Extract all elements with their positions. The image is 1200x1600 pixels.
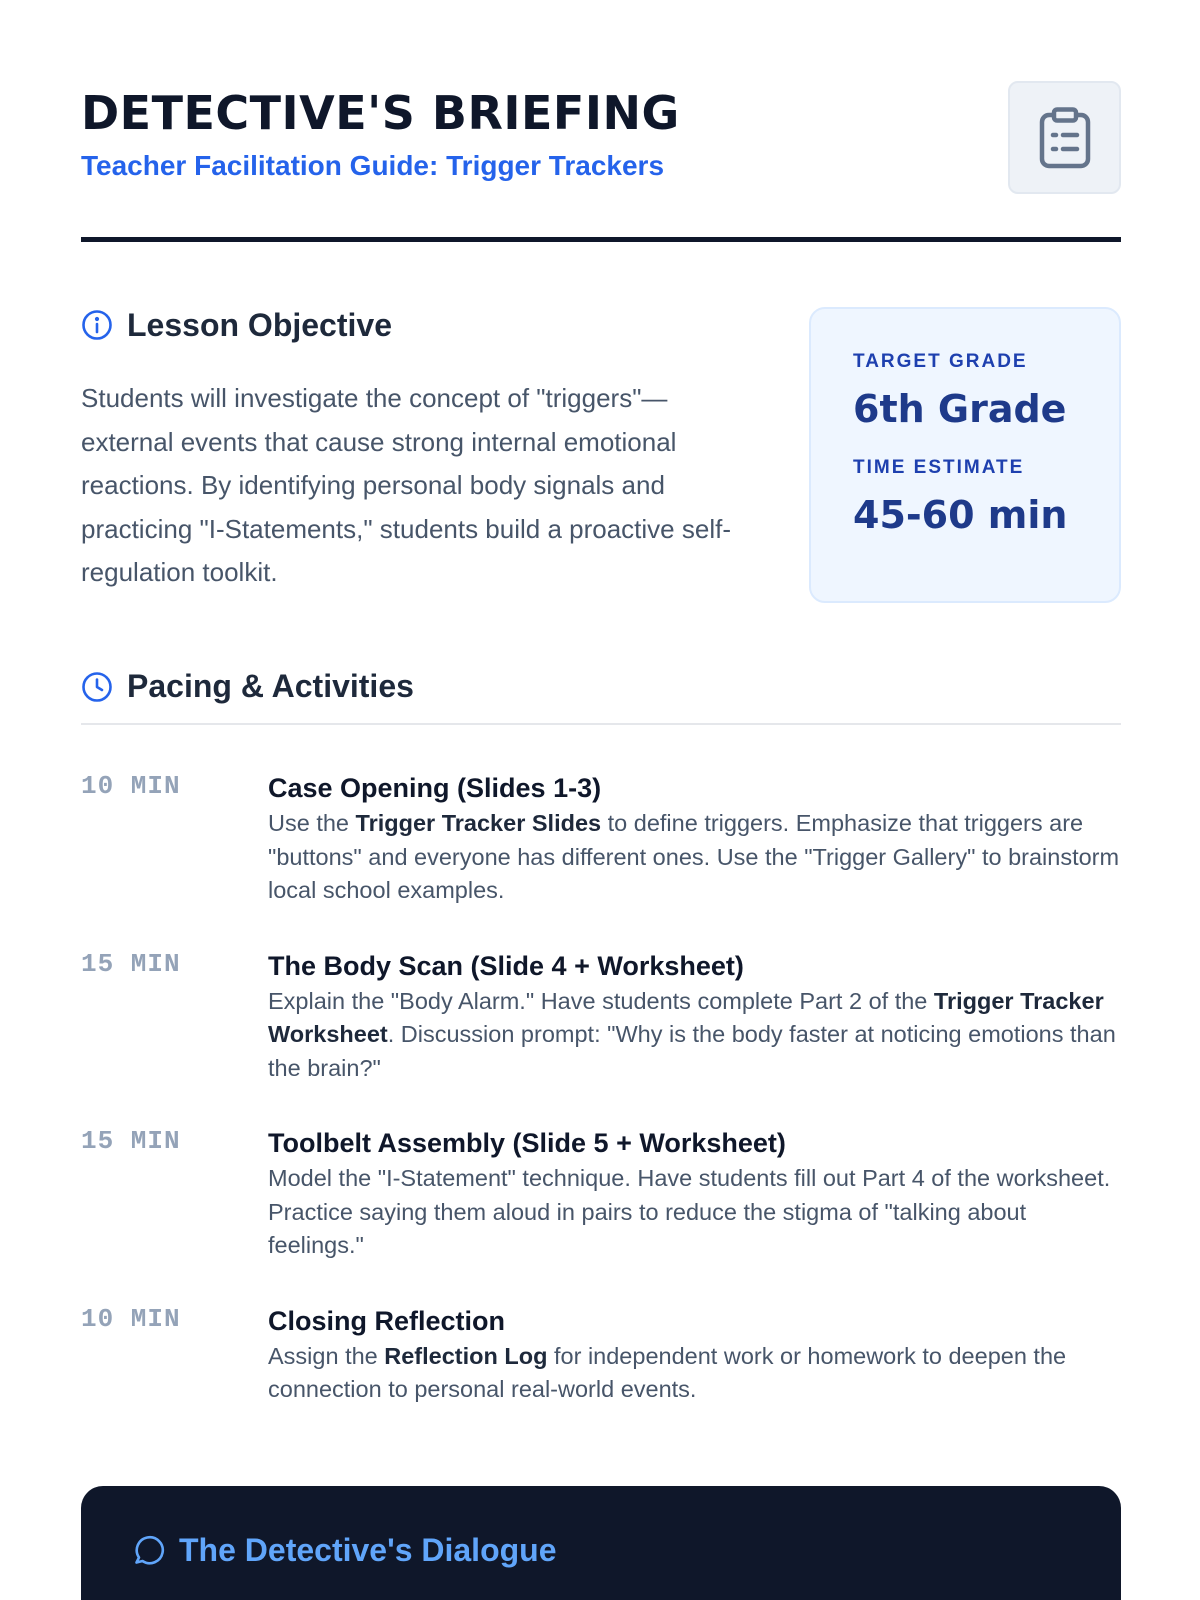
activity-item [81, 949, 1121, 1086]
clipboard-icon-box [1008, 81, 1121, 194]
objective-heading: Lesson Objective [127, 306, 392, 343]
header [81, 0, 1121, 242]
activity-item [81, 771, 1121, 908]
pacing-heading-row [81, 668, 1121, 725]
target-grade-label: TARGET GRADE [853, 351, 1028, 372]
activity-item [81, 1126, 1121, 1263]
pacing-heading: Pacing & Activities [127, 668, 414, 704]
detective-dialogue-panel [81, 1486, 1121, 1600]
activity-body [268, 1304, 1121, 1407]
lesson-objective-section [81, 305, 741, 595]
activity-description: Assign the Reflection Log for independent work or homework to deepen the connection to personal real-world events. [268, 1342, 1067, 1402]
clipboard-icon [1039, 107, 1091, 169]
activity-time: 10 MIN [81, 771, 181, 801]
chat-bubble-icon [133, 1534, 165, 1566]
dialogue-heading-row [133, 1530, 557, 1570]
page-title: DETECTIVE'S BRIEFING [81, 86, 680, 140]
activity-title: Toolbelt Assembly (Slide 5 + Worksheet) [268, 1128, 786, 1158]
activity-time: 15 MIN [81, 948, 181, 979]
activity-title: Case Opening (Slides 1-3) [268, 773, 602, 803]
activity-body [268, 1126, 1121, 1263]
pacing-section [81, 668, 1121, 1407]
dialogue-heading: The Detective's Dialogue [179, 1531, 557, 1568]
activity-time: 15 MIN [81, 1126, 181, 1156]
activity-description: Use the Trigger Tracker Slides to define triggers. Emphasize that triggers are "buttons" and everyone has different ones. Use the "Trigger Gallery" to brainstorm local school examples. [268, 810, 1120, 903]
activity-body [268, 771, 1121, 908]
stats-card [809, 307, 1121, 603]
objective-heading-row [81, 305, 741, 345]
activity-description: Model the "I-Statement" technique. Have students fill out Part 4 of the worksheet. Practice saying them aloud in pairs to reduce the stigma of "talking about feelings." [268, 1165, 1111, 1258]
activity-title: The Body Scan (Slide 4 + Worksheet) [268, 950, 744, 981]
activity-body [268, 949, 1121, 1086]
clock-icon [81, 671, 113, 703]
objective-text: Students will investigate the concept of "triggers"—external events that cause strong internal emotional reactions. By identifying personal body signals and practicing "I-Statements," students build a proactive self-regulation toolkit. [81, 383, 731, 587]
activity-item [81, 1304, 1121, 1407]
info-icon [81, 309, 113, 341]
time-estimate-value: 45-60 min [853, 493, 1068, 537]
time-estimate-label: TIME ESTIMATE [853, 457, 1025, 478]
target-grade-value: 6th Grade [853, 387, 1067, 431]
page-subtitle: Teacher Facilitation Guide: Trigger Trackers [81, 150, 665, 181]
activity-description: Explain the "Body Alarm." Have students complete Part 2 of the Trigger Tracker Worksheet. Discussion prompt: "Why is the body faster at noticing emotions than the brain?" [268, 987, 1116, 1081]
document-page [81, 0, 1121, 1402]
activity-title: Closing Reflection [268, 1305, 506, 1336]
activity-time: 10 MIN [81, 1303, 181, 1334]
